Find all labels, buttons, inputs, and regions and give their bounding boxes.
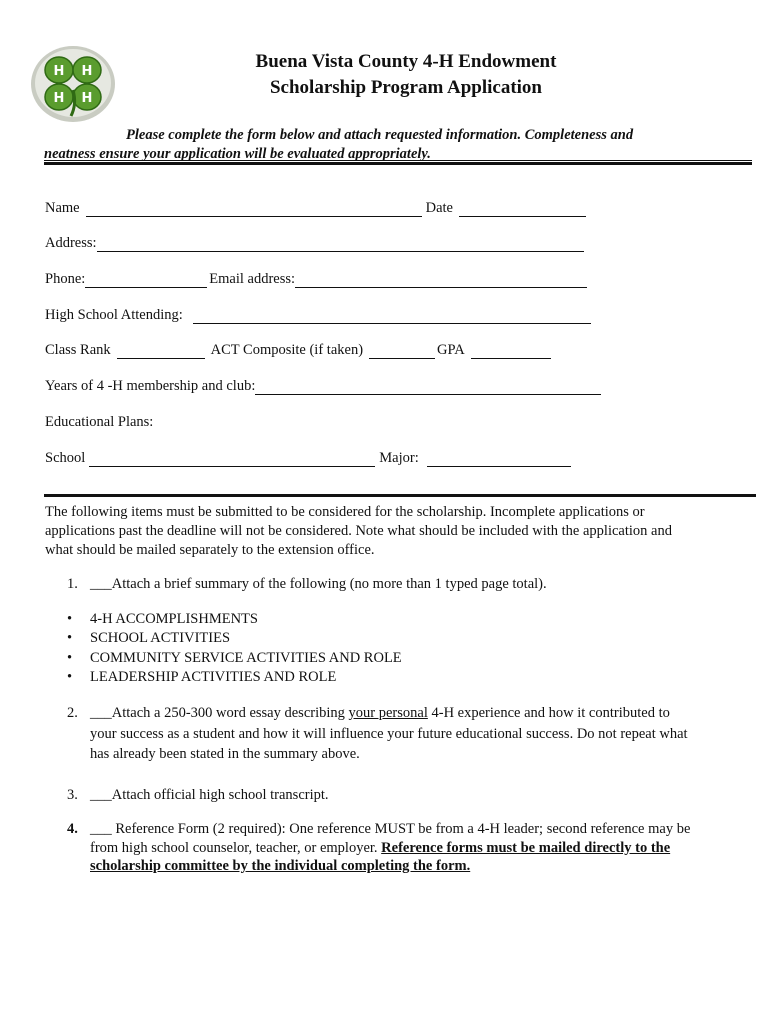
- act-field[interactable]: [369, 343, 435, 359]
- 4h-clover-icon: [28, 40, 118, 124]
- class-rank-field[interactable]: [117, 343, 205, 359]
- summary-bullet-list: [45, 610, 745, 687]
- requirement-item-1: [45, 574, 745, 595]
- academics-row: [45, 342, 553, 359]
- high-school-field[interactable]: [193, 308, 591, 324]
- item-text-line3: has already been stated in the summary above.: [90, 746, 360, 762]
- form-subtitle: Scholarship Program Application: [269, 77, 542, 98]
- requirements-intro: [45, 503, 745, 560]
- membership-row: [45, 378, 603, 395]
- act-label: ACT Composite (if taken): [210, 342, 364, 358]
- address-field[interactable]: [97, 236, 584, 252]
- educational-plans-row: [45, 414, 153, 431]
- name-field[interactable]: [86, 201, 422, 217]
- school-label: School: [45, 450, 86, 466]
- item-number: 1.: [67, 576, 78, 592]
- requirement-item-3: [45, 785, 745, 806]
- contact-row: [45, 271, 589, 288]
- item-text: ___Attach official high school transcript.: [90, 787, 329, 803]
- list-item: • SCHOOL ACTIVITIES: [45, 629, 745, 648]
- address-label: Address:: [45, 235, 97, 251]
- item-text-part: from high school counselor, teacher, or employer.: [90, 839, 382, 856]
- list-item: • LEADERSHIP ACTIVITIES AND ROLE: [45, 668, 745, 687]
- section-divider: [44, 494, 756, 497]
- email-label: Email address:: [209, 271, 296, 287]
- item-text: [90, 703, 745, 724]
- date-field[interactable]: [459, 201, 586, 217]
- item-text: ___Attach a brief summary of the following (no more than 1 typed page total).: [90, 576, 547, 592]
- item-text-part: ___Attach a 250-300 word essay describing: [90, 705, 349, 721]
- emphasis-text: your personal: [348, 705, 428, 721]
- class-rank-label: Class Rank: [45, 342, 111, 358]
- email-field[interactable]: [295, 272, 587, 288]
- requirement-item-2: [45, 703, 745, 765]
- major-label: Major:: [379, 450, 419, 466]
- item-number: 2.: [67, 705, 78, 721]
- svg-text:H: H: [53, 91, 65, 106]
- phone-field[interactable]: [85, 272, 207, 288]
- item-text-part: 4-H experience and how it contributed to: [427, 705, 670, 721]
- requirements-intro-line1: The following items must be submitted to be considered for the scholarship. Incomplete applications or: [45, 504, 645, 520]
- name-row: [45, 200, 588, 217]
- list-item: • 4-H ACCOMPLISHMENTS: [45, 610, 745, 629]
- item-number: 3.: [67, 787, 78, 803]
- address-row: [45, 235, 586, 252]
- years-field[interactable]: [255, 379, 601, 395]
- phone-label: Phone:: [45, 271, 86, 287]
- requirement-item-4: [45, 820, 745, 876]
- high-school-row: [45, 307, 593, 324]
- item-number: 4.: [67, 821, 78, 837]
- school-row: [45, 450, 573, 467]
- instructions-line1: Please complete the form below and attach requested information. Completeness and: [126, 127, 634, 143]
- instructions-line2: neatness ensure your application will be evaluated appropriately.: [44, 146, 431, 162]
- svg-text:H: H: [81, 91, 93, 106]
- requirements-intro-line3: what should be mailed separately to the extension office.: [45, 542, 375, 558]
- instructions: [44, 126, 744, 164]
- item-text-line1: ___ Reference Form (2 required): One reference MUST be from a 4-H leader; second reference may be: [90, 821, 691, 837]
- emphasis-text: Reference forms must be mailed directly to the: [381, 839, 671, 856]
- item-text-line2: your success as a student and how it will influence your future educational success. Do not repeat what: [90, 725, 688, 742]
- emphasis-text-line3: scholarship committee by the individual completing the form.: [90, 858, 471, 874]
- school-field[interactable]: [89, 451, 375, 467]
- high-school-label: High School Attending:: [45, 307, 183, 323]
- item-text-line2: [90, 839, 745, 858]
- header-divider: [44, 160, 752, 165]
- educational-plans-label: Educational Plans:: [45, 414, 154, 430]
- name-label: Name: [45, 200, 80, 216]
- date-label: Date: [425, 200, 453, 216]
- form-title: Buena Vista County 4-H Endowment: [255, 51, 557, 72]
- major-field[interactable]: [427, 451, 571, 467]
- svg-text:H: H: [53, 64, 65, 79]
- years-label: Years of 4 -H membership and club:: [45, 378, 256, 394]
- list-item: • COMMUNITY SERVICE ACTIVITIES AND ROLE: [45, 649, 745, 668]
- requirements-intro-line2: applications past the deadline will not be considered. Note what should be included with the application and: [45, 523, 672, 539]
- gpa-label: GPA: [437, 342, 465, 358]
- svg-text:H: H: [81, 64, 93, 79]
- gpa-field[interactable]: [471, 343, 551, 359]
